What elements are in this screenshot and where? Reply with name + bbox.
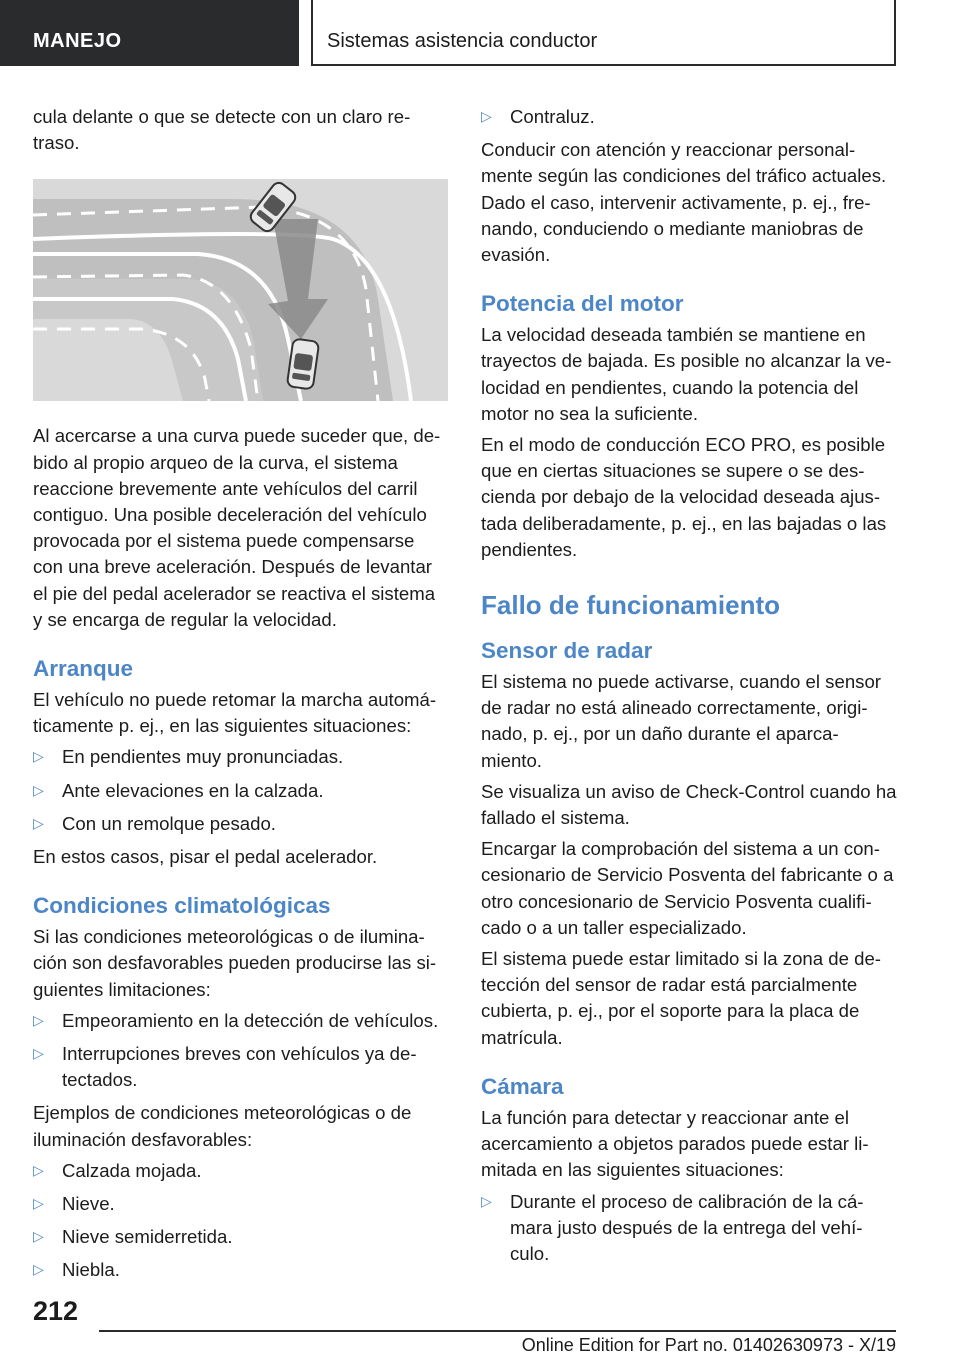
radar-paragraph-1: El sistema no puede activarse, cuando el sensor de radar no está alineado correctamente, origi-nado, p. ej., por un daño durante el aparca-miento. (481, 671, 881, 771)
list-item: ▷ Interrupciones breves con vehículos ya de-tectados. (33, 1041, 449, 1093)
clima-list (33, 1008, 449, 1094)
heading-potencia: Potencia del motor (481, 291, 684, 317)
arranque-after: En estos casos, pisar el pedal acelerador. (33, 846, 378, 868)
list-item: ▷ Nieve semiderretida. (33, 1224, 449, 1250)
chapter-title: Sistemas asistencia conductor (311, 0, 896, 66)
section-tab: MANEJO (0, 0, 299, 66)
list-item: ▷ Ante elevaciones en la calzada. (33, 778, 449, 804)
radar-paragraph-2: Se visualiza un aviso de Check-Control cuando ha fallado el sistema. (481, 780, 897, 829)
page-header (0, 0, 960, 66)
heading-clima: Condiciones climatológicas (33, 893, 331, 919)
heading-camara: Cámara (481, 1073, 564, 1099)
camara-paragraph: La función para detectar y reaccionar ante el acercamiento a objetos parados puede estar li-mitada en las siguientes situaciones: (481, 1106, 869, 1181)
list-item: ▷ Con un remolque pesado. (33, 811, 449, 837)
radar-paragraph-3: Encargar la comprobación del sistema a un con-cesionario de Servicio Posventa del fabricante o a otro concesionario de Servicio Posventa cualifi-cado o a un taller especializado. (481, 838, 894, 938)
page-number: 212 (33, 1296, 79, 1326)
edition-note: Online Edition for Part no. 01402630973 - X/19 (521, 1335, 896, 1355)
list-item: ▷ Durante el proceso de calibración de la cá-mara justo después de la entrega del vehí-culo. (481, 1189, 899, 1268)
intro-paragraph: cula delante o que se detecte con un claro re-traso. (33, 106, 411, 154)
list-item: ▷ Niebla. (33, 1257, 449, 1283)
list-item: ▷ Calzada mojada. (33, 1158, 449, 1184)
curve-road-diagram (33, 179, 448, 401)
curve-paragraph: Al acercarse a una curva puede suceder que, de-bido al propio arqueo de la curva, el sistema reaccione brevemente ante vehículos del carril contiguo. Una posible deceleración del vehículo provocada por el sistema puede compensarse con una breve aceleración. Después de levantar el pie del pedal acelerador se reactiva el sistema y se encarga de regular la velocidad. (33, 425, 441, 630)
footer-divider (99, 1330, 896, 1332)
list-item: ▷ Nieve. (33, 1191, 449, 1217)
clima-examples-list (33, 1158, 449, 1284)
potencia-paragraph-1: La velocidad deseada también se mantiene en trayectos de bajada. Es posible no alcanzar la ve-locidad en pendientes, cuando la potencia del motor no sea la suficiente. (481, 324, 892, 424)
heading-radar: Sensor de radar (481, 638, 653, 664)
continued-list (481, 104, 899, 130)
radar-paragraph-4: El sistema puede estar limitado si la zona de de-tección del sensor de radar está parcialmente cubierta, p. ej., por el soporte para la placa de matrícula. (481, 948, 881, 1048)
left-column (33, 104, 449, 1291)
heading-fallo: Fallo de funcionamiento (481, 590, 781, 621)
curve-illustration (33, 179, 448, 401)
list-item: ▷ En pendientes muy pronunciadas. (33, 744, 449, 770)
list-item: ▷ Empeoramiento en la detección de vehículos. (33, 1008, 449, 1034)
arranque-paragraph: El vehículo no puede retomar la marcha automá-ticamente p. ej., en las siguientes situaciones: (33, 689, 437, 737)
list-item: ▷ Contraluz. (481, 104, 899, 130)
heading-arranque: Arranque (33, 656, 134, 682)
drive-paragraph: Conducir con atención y reaccionar personal-mente según las condiciones del tráfico actuales. Dado el caso, intervenir activamente, p. ej., fre-nando, conduciendo o mediante maniobras de evasión. (481, 139, 887, 266)
clima-examples-intro: Ejemplos de condiciones meteorológicas o de iluminación desfavorables: (33, 1102, 412, 1150)
right-column (481, 104, 899, 1274)
arranque-list (33, 744, 449, 837)
potencia-paragraph-2: En el modo de conducción ECO PRO, es posible que en ciertas situaciones se supere o se des-cienda por debajo de la velocidad deseada ajus-tada deliberadamente, p. ej., en las bajadas o las pendientes. (481, 434, 887, 560)
camara-list (481, 1189, 899, 1268)
clima-paragraph: Si las condiciones meteorológicas o de ilumina-ción son desfavorables pueden producirse las si-guientes limitaciones: (33, 926, 437, 1000)
